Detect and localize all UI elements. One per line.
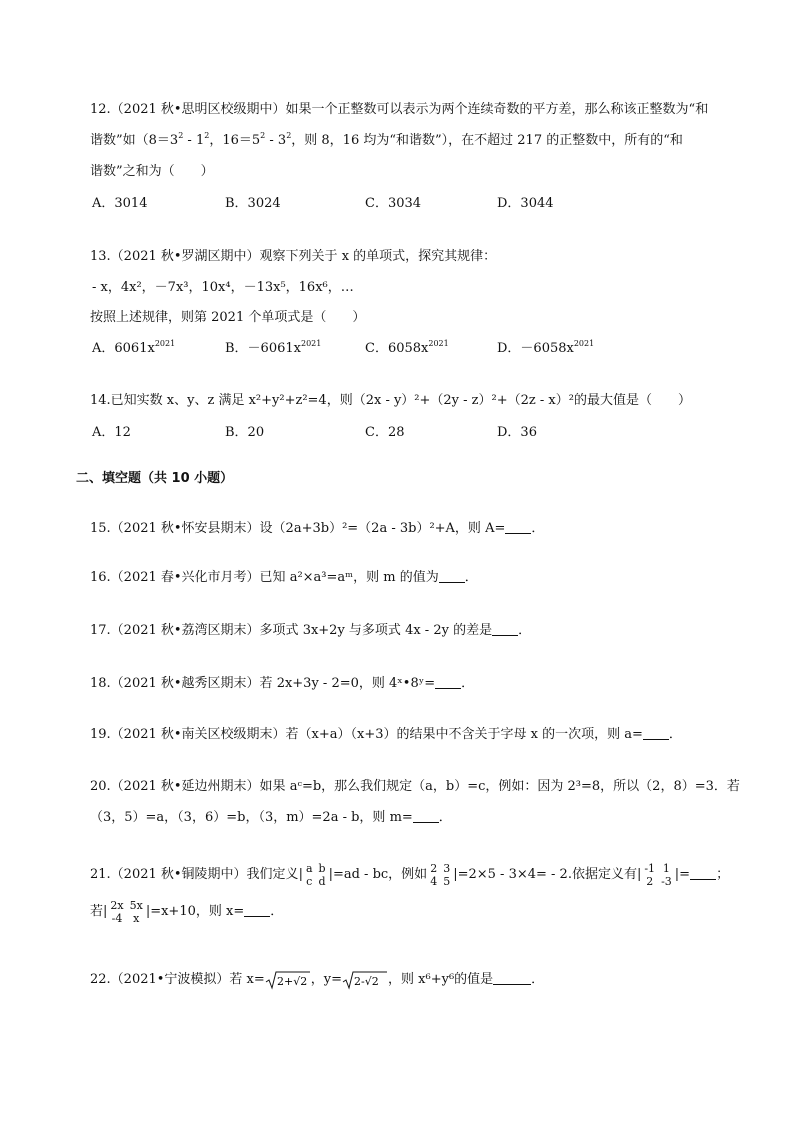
q13-option-c[interactable]: C．$6058x^{2021}$ bbox=[365, 339, 449, 356]
q21-answer-blank-2[interactable] bbox=[244, 904, 270, 917]
q12-option-a[interactable]: A．3014 bbox=[92, 196, 148, 211]
svg-text:2+√2: 2+√2 bbox=[276, 974, 308, 988]
q16-answer-blank[interactable] bbox=[439, 570, 465, 583]
q15: 15.（2021 秋•怀安县期末）设（2a+3b）²=（2a - 3b）²+A，则 A= ． bbox=[90, 521, 545, 536]
q20-answer-blank[interactable] bbox=[413, 810, 439, 823]
q18: 18.（2021 秋•越秀区期末）若 2x+3y - 2=0，则 4ˣ•8ʸ= ． bbox=[90, 676, 475, 691]
q19: 19.（2021 秋•南关区校级期末）若（x+a）（x+3）的结果中不含关于字母 x 的一次项，则 a= ． bbox=[90, 727, 682, 742]
determinant-example: 2 3 4 5 bbox=[430, 861, 451, 888]
q17-answer-blank[interactable] bbox=[492, 623, 518, 636]
sqrt-expression-1 bbox=[265, 968, 311, 992]
q21-line1: 21.（2021 秋•铜陵期中）我们定义| a b c d |=ad - bc，例如 2 3 4 5 |=2×5 - 3×4= - 2.依据定义有| -1 1 2 -3 |= ； bbox=[90, 861, 730, 888]
q14-option-a[interactable]: A．12 bbox=[92, 425, 131, 440]
q14-option-d[interactable]: D．36 bbox=[497, 425, 537, 440]
q19-answer-blank[interactable] bbox=[643, 727, 669, 740]
q22-answer-blank[interactable] bbox=[493, 972, 531, 985]
q18-answer-blank[interactable] bbox=[435, 676, 461, 689]
svg-text:2-√2: 2-√2 bbox=[354, 974, 379, 988]
q12-option-d[interactable]: D．3044 bbox=[497, 196, 554, 211]
q12-line3: 谐数”之和为（ ） bbox=[90, 164, 214, 179]
q13-line1: 13.（2021 秋•罗湖区期中）观察下列关于 x 的单项式，探究其规律： bbox=[90, 249, 497, 264]
q13-option-b[interactable]: B．$-6061x^{2021}$ bbox=[225, 339, 322, 356]
q12-option-b[interactable]: B．3024 bbox=[225, 196, 281, 211]
q14-option-c[interactable]: C．28 bbox=[365, 425, 405, 440]
determinant-equation: 2x 5x -4 x bbox=[110, 898, 143, 925]
q21-line2: 若| 2x 5x -4 x |=x+10，则 x= ． bbox=[90, 898, 284, 925]
q14-option-b[interactable]: B．20 bbox=[225, 425, 265, 440]
q15-answer-blank[interactable] bbox=[505, 521, 531, 534]
q12-line1: 12.（2021 秋•思明区校级期中）如果一个正整数可以表示为两个连续奇数的平方差，那么称该正整数为“和 bbox=[90, 102, 709, 117]
determinant-abcd: a b c d bbox=[305, 861, 326, 888]
q13-sequence: - x，4x²，－7x³，10x⁴，－13x⁵，16x⁶，… bbox=[92, 280, 354, 295]
q17: 17.（2021 秋•荔湾区期末）多项式 3x+2y 与多项式 4x - 2y 的差是 ． bbox=[90, 623, 532, 638]
sqrt-expression-2 bbox=[342, 968, 388, 992]
q13-line3: 按照上述规律，则第 2021 个单项式是（ ） bbox=[90, 310, 366, 325]
q12-option-c[interactable]: C．3034 bbox=[365, 196, 422, 211]
q21-answer-blank-1[interactable] bbox=[690, 867, 716, 880]
q20-line2: （3，5）=a，（3，6）=b，（3，m）=2a - b，则 m= ． bbox=[90, 810, 452, 825]
q13-option-a[interactable]: A．$6061x^{2021}$ bbox=[92, 339, 176, 356]
q22: 22.（2021•宁波模拟）若 x= 2+√2 ，y= 2-√2 ，则 x⁶+y⁶的值是 ． bbox=[90, 968, 544, 992]
determinant-question: -1 1 2 -3 bbox=[644, 861, 672, 888]
q20-line1: 20.（2021 秋•延边州期末）如果 aᶜ=b，那么我们规定（a，b）=c，例如：因为 2³=8，所以（2，8）=3．若 bbox=[90, 779, 740, 794]
section-heading: 二、填空题（共 10 小题） bbox=[76, 471, 234, 486]
q12-line2: 谐数”如（$8=3^2 - 1^2$，$16=5^2 - 3^2$，则 8，16 均为“和谐数”），在不超过 217 的正整数中，所有的“和 bbox=[90, 131, 683, 148]
q16: 16.（2021 春•兴化市月考）已知 a²×a³=aᵐ，则 m 的值为 ． bbox=[90, 570, 478, 585]
q14-line1: 14.已知实数 x、y、z 满足 x²+y²+z²=4，则（2x - y）²+（2y - z）²+（2z - x）²的最大值是（ ） bbox=[90, 393, 691, 408]
q13-option-d[interactable]: D．$-6058x^{2021}$ bbox=[497, 339, 595, 356]
